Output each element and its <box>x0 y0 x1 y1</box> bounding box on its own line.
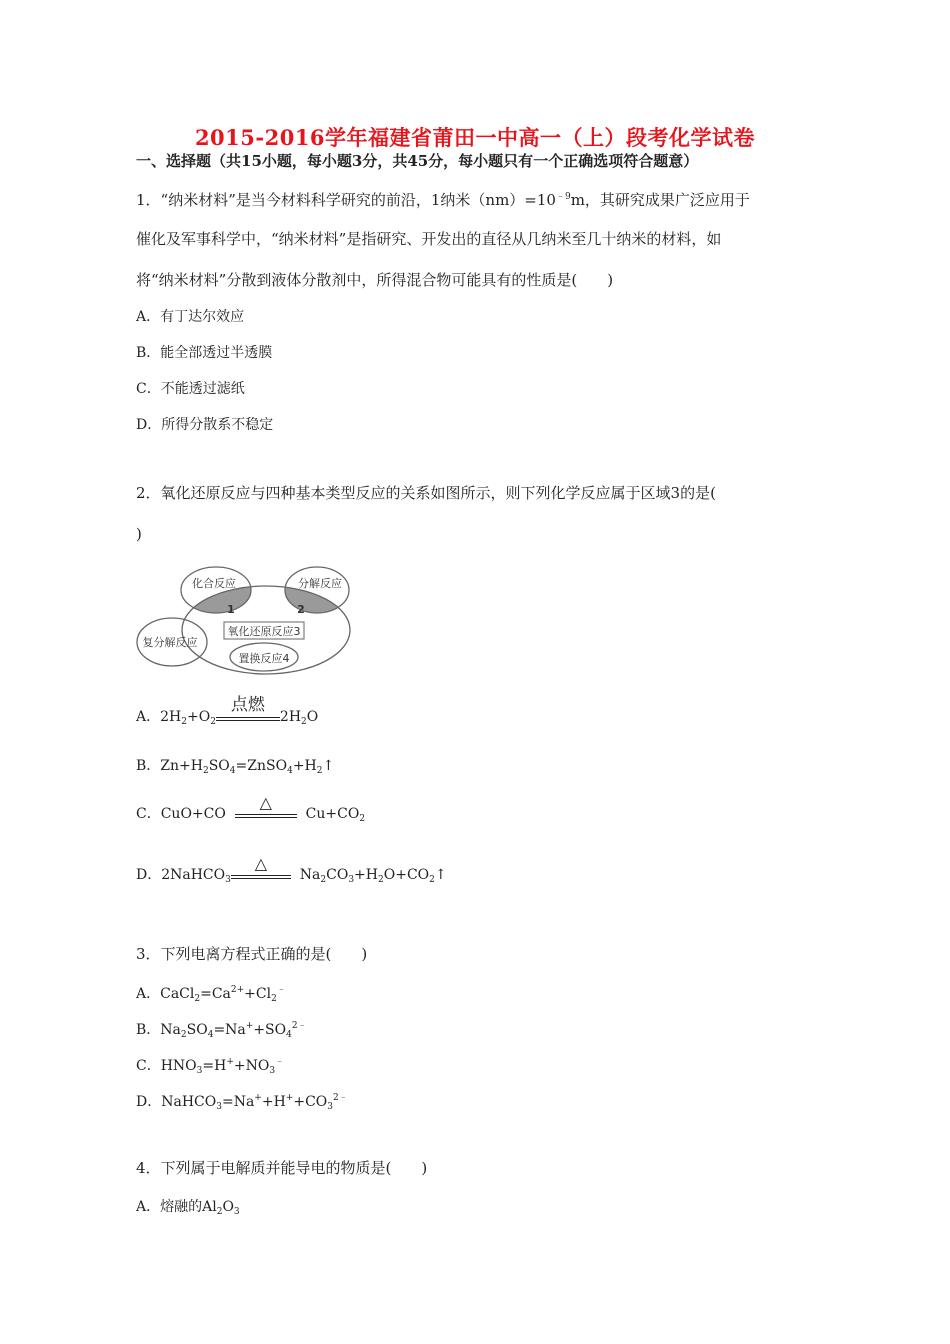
q3-option-c: C．$HNO_3=H^++NO_3^﹣$ <box>136 1057 285 1076</box>
q1-option-d: D．所得分散系不稳定 <box>136 417 274 433</box>
q2-line-2: ) <box>136 525 142 543</box>
double-decomposition-label: 复分解反应 <box>142 636 198 649</box>
q3-stem: 3．下列电离方程式正确的是( ) <box>136 945 368 963</box>
q3-option-b: B．$Na_2SO_4=Na^++SO_4^{2﹣}$ <box>136 1021 307 1040</box>
q1-option-b: B．能全部透过半透膜 <box>136 345 273 361</box>
q1-line-2: 催化及军事科学中，“纳米材料”是指研究、开发出的直径从几纳米至几十纳米的材料，如 <box>136 230 722 248</box>
region-2-label: 2 <box>297 603 305 616</box>
region-1-label: 1 <box>227 603 235 616</box>
condition-heat-c: △ <box>259 793 272 812</box>
q4-stem: 4．下列属于电解质并能导电的物质是( ) <box>136 1159 428 1177</box>
condition-ignite: 点燃 <box>230 695 265 715</box>
q2-option-a: A．$2H_2+O_2$ 点燃 $2H_2O$ <box>136 706 318 727</box>
q4-option-a: A．熔融的$Al_2O_3$ <box>136 1199 240 1217</box>
q1-option-c: C．不能透过滤纸 <box>136 381 245 397</box>
q3-option-a: A．$CaCl_2=Ca^{2+}+Cl_2^﹣$ <box>136 985 286 1004</box>
q2-option-d: D．2NaHCO$_3$ △ $Na_2CO_3+H_2O+CO_2↑$ <box>136 854 447 885</box>
combination-label: 化合反应 <box>192 577 236 590</box>
replacement-label: 置换反应4 <box>238 652 290 665</box>
q1-line-3: 将“纳米材料”分散到液体分散剂中，所得混合物可能具有的性质是( ) <box>136 271 614 289</box>
q2-line-1: 2．氧化还原反应与四种基本类型反应的关系如图所示，则下列化学反应属于区域3的是( <box>136 484 716 502</box>
q1-option-a: A．有丁达尔效应 <box>136 309 245 325</box>
page-title: 2015-2016学年福建省莆田一中高一（上）段考化学试卷 <box>194 125 756 150</box>
q1-line-1: 1．“纳米材料”是当今材料科学研究的前沿，1纳米$(nm)=10^{﹣9}m$，其研究成果广泛应用于 <box>136 191 750 209</box>
q3-option-d: D．$NaHCO_3=Na^++H^++CO_3^{2﹣}$ <box>136 1093 348 1112</box>
reaction-type-diagram <box>134 565 358 675</box>
q2-option-b: B．$Zn+H_2SO_4=ZnSO_4+H_2↑$ <box>136 758 335 776</box>
condition-heat-d: △ <box>254 854 268 873</box>
decomposition-label: 分解反应 <box>298 577 342 590</box>
redox-label: 氧化还原反应3 <box>227 625 301 638</box>
section-heading: 一、选择题（共15小题，每小题3分，共45分，每小题只有一个正确选项符合题意） <box>136 152 699 170</box>
q2-option-c: C．CuO+CO △ $Cu+CO_2$ <box>136 793 366 824</box>
